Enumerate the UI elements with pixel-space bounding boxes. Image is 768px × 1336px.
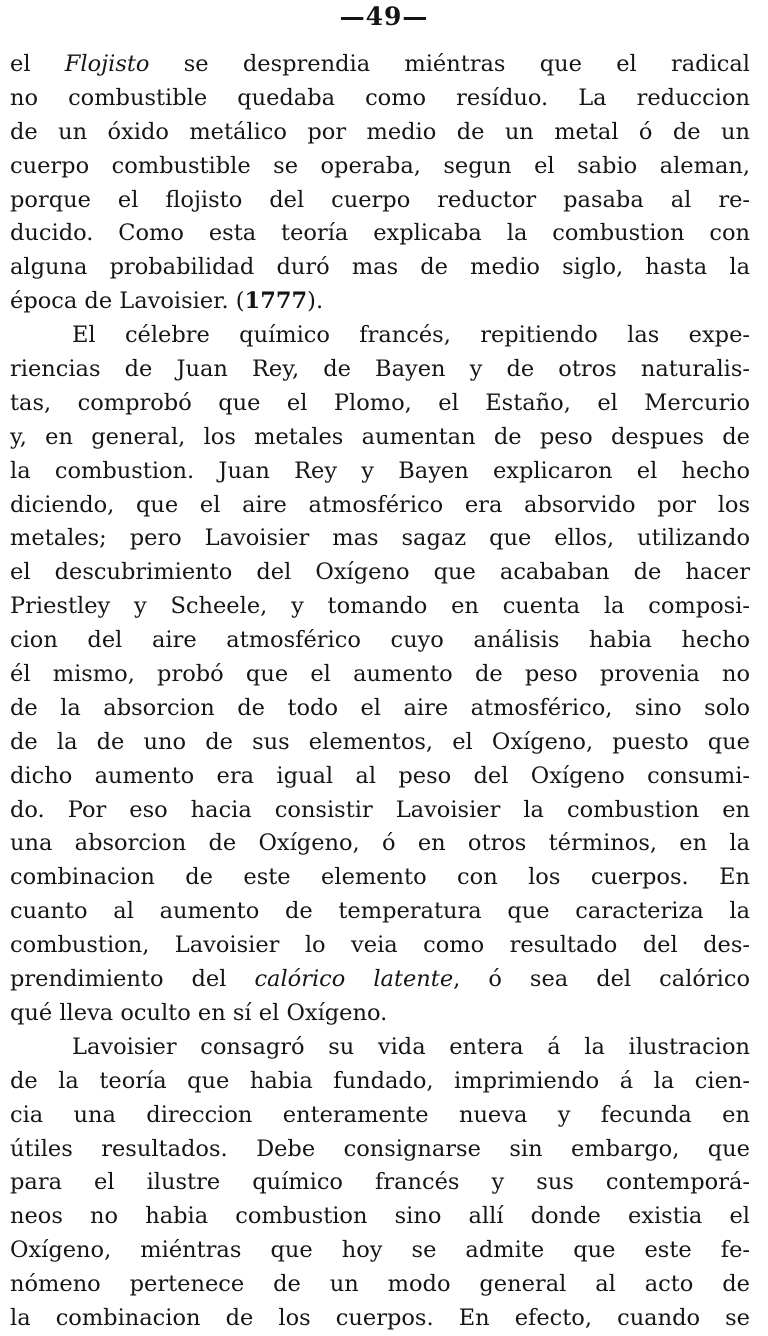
text-segment: para el ilustre químico francés y sus contemporá- [10, 1169, 750, 1196]
text-segment: la combinacion de los cuerpos. En efecto, cuando se [10, 1304, 750, 1331]
text-line [10, 48, 750, 82]
text-line [10, 760, 750, 794]
text-line [10, 421, 750, 455]
text-segment: ). [307, 288, 324, 315]
text-line [10, 1200, 750, 1234]
text-line [10, 489, 750, 523]
page-number: —49— [339, 2, 429, 31]
text-segment: una absorcion de Oxígeno, ó en otros términos, en la [10, 830, 750, 857]
text-line [10, 1065, 750, 1099]
text-segment: se desprendia miéntras que el radical [149, 51, 750, 77]
bold-year: 1777 [244, 288, 308, 315]
text-line [10, 1268, 750, 1302]
text-segment: de la teoría que habia fundado, imprimiendo á la cien- [10, 1067, 750, 1094]
text-segment: , ó sea del calórico [453, 966, 750, 993]
text-line [10, 1234, 750, 1268]
text-segment: do. Por eso hacia consistir Lavoisier la combustion en [10, 796, 750, 823]
text-segment: neos no habia combustion sino allí donde existia el [10, 1203, 750, 1230]
text-line [10, 895, 750, 929]
text-line [10, 184, 750, 218]
text-segment: combustion, Lavoisier lo veia como resultado del des- [10, 932, 750, 959]
text-line [10, 1031, 750, 1065]
text-segment: de un óxido metálico por medio de un metal ó de un [10, 118, 750, 145]
text-segment: Priestley y Scheele, y tomando en cuenta la composi- [10, 593, 750, 620]
text-line [10, 82, 750, 116]
text-line [10, 1099, 750, 1133]
text-segment: el descubrimiento del Oxígeno que acababan de hacer [10, 559, 750, 586]
text-segment: tas, comprobó que el Plomo, el Estaño, el Mercurio [10, 389, 750, 416]
paragraph [10, 48, 750, 319]
text-segment: época de Lavoisier. ( [10, 288, 245, 315]
text-segment: de la de uno de sus elementos, el Oxígeno, puesto que [10, 728, 750, 755]
text-line [10, 1133, 750, 1167]
text-line [10, 929, 750, 963]
text-line [10, 1302, 750, 1336]
text-line [10, 116, 750, 150]
text-segment: diciendo, que el aire atmosférico era absorvido por los [10, 491, 750, 518]
text-segment: de la absorcion de todo el aire atmosférico, sino solo [10, 694, 750, 721]
text-line [10, 794, 750, 828]
text-segment: riencias de Juan Rey, de Bayen y de otros naturalis- [10, 356, 750, 383]
text-segment: combinacion de este elemento con los cuerpos. En [10, 864, 750, 891]
text-line [10, 658, 750, 692]
text-segment: alguna probabilidad duró mas de medio siglo, hasta la [10, 254, 750, 281]
text-segment: cia una direccion enteramente nueva y fecunda en [10, 1101, 750, 1128]
text-segment: cuerpo combustible se operaba, segun el sabio aleman, [10, 152, 750, 179]
text-line [10, 590, 750, 624]
text-segment: la combustion. Juan Rey y Bayen explicaron el hecho [10, 457, 750, 484]
text-segment: Oxígeno, miéntras que hoy se admite que este fe- [10, 1237, 750, 1264]
text-segment: útiles resultados. Debe consignarse sin embargo, que [10, 1135, 750, 1162]
italic-term: calórico latente [254, 966, 454, 993]
text-segment: y, en general, los metales aumentan de peso despues de [10, 423, 750, 450]
text-segment: prendimiento del [10, 966, 255, 993]
text-line [10, 285, 750, 319]
text-segment: dicho aumento era igual al peso del Oxígeno consumi- [10, 762, 750, 789]
text-segment: qué lleva oculto en sí el Oxígeno. [10, 999, 388, 1026]
italic-term: Flojisto [64, 51, 150, 77]
text-segment: él mismo, probó que el aumento de peso provenia no [10, 661, 750, 688]
text-segment: metales; pero Lavoisier mas sagaz que ellos, utilizando [10, 525, 750, 552]
text-line [10, 624, 750, 658]
text-line [10, 353, 750, 387]
text-line [10, 692, 750, 726]
text-line [10, 455, 750, 489]
text-segment: cuanto al aumento de temperatura que caracteriza la [10, 898, 750, 925]
text-line [10, 319, 750, 353]
text-segment: el [10, 51, 65, 77]
text-segment: Lavoisier consagró su vida entera á la ilustracion [72, 1033, 750, 1060]
text-line [10, 150, 750, 184]
text-line [10, 963, 750, 997]
paragraph [10, 1031, 750, 1336]
text-line [10, 251, 750, 285]
text-line [10, 217, 750, 251]
text-segment: El célebre químico francés, repitiendo las expe- [72, 322, 750, 349]
text-segment: ducido. Como esta teoría explicaba la combustion con [10, 220, 750, 247]
text-line [10, 556, 750, 590]
text-line [10, 1166, 750, 1200]
body-text [10, 48, 750, 1336]
text-segment: no combustible quedaba como resíduo. La reduccion [10, 84, 750, 111]
text-segment: porque el flojisto del cuerpo reductor pasaba al re- [10, 186, 750, 213]
text-line [10, 827, 750, 861]
text-line [10, 522, 750, 556]
text-line [10, 861, 750, 895]
text-line [10, 997, 750, 1031]
paragraph [10, 319, 750, 1031]
text-line [10, 387, 750, 421]
text-line [10, 726, 750, 760]
text-segment: cion del aire atmosférico cuyo análisis habia hecho [10, 627, 750, 654]
text-segment: nómeno pertenece de un modo general al acto de [10, 1271, 750, 1298]
